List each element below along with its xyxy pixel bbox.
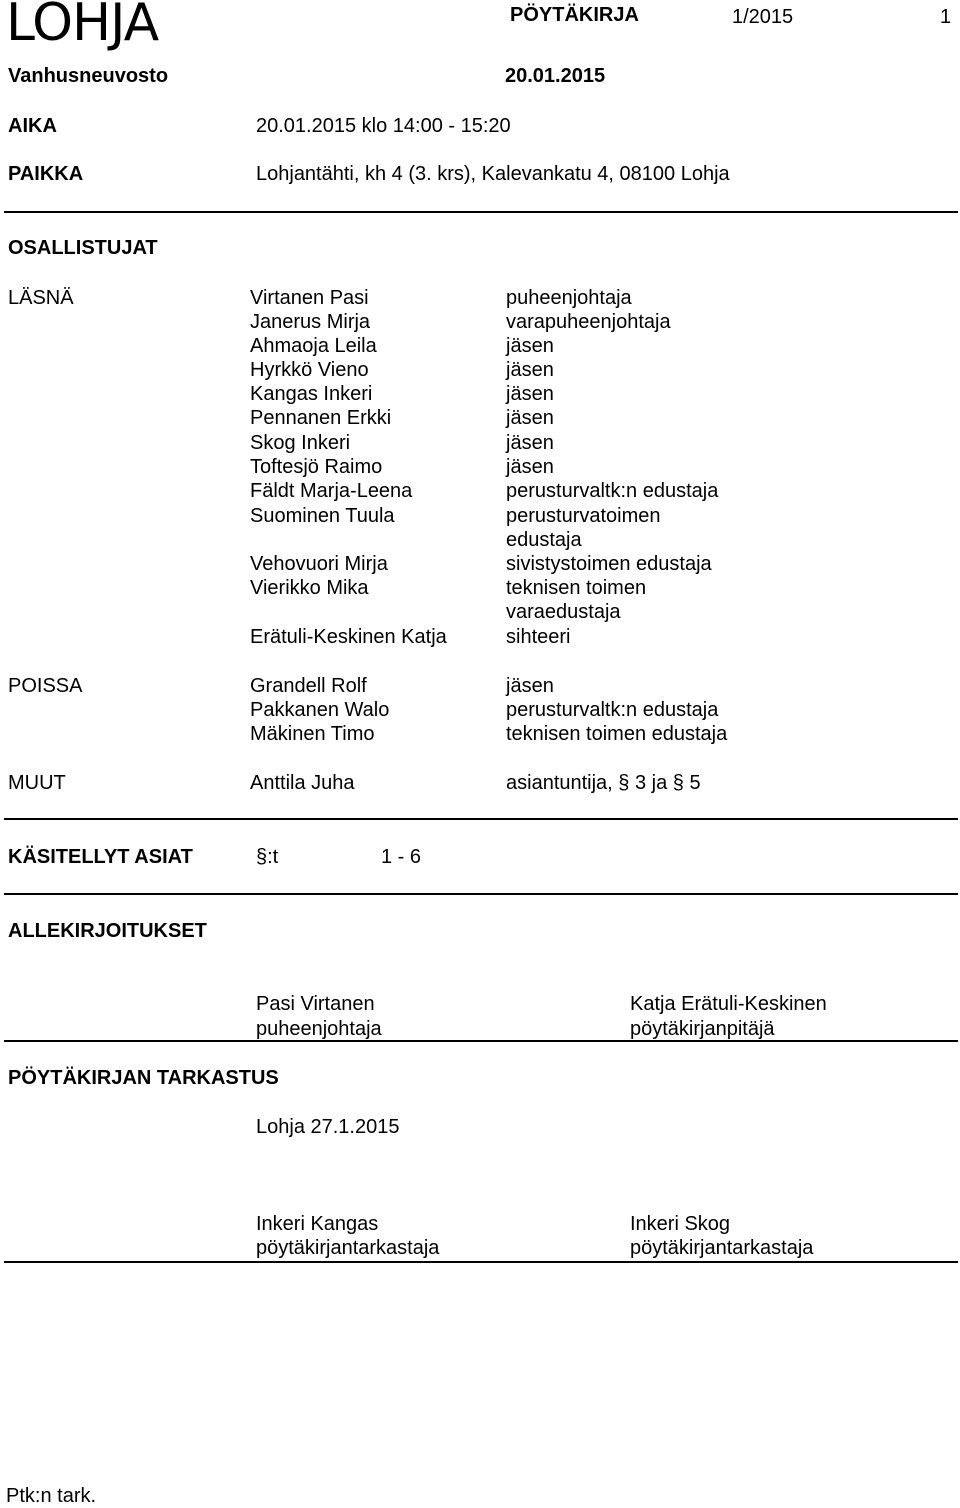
signer-name: Pasi Virtanen [256,993,375,1015]
signer-role: pöytäkirjanpitäjä [630,1018,775,1040]
meeting-date: 20.01.2015 [505,65,606,87]
participant-role: varapuheenjohtaja [506,311,671,333]
body-name: Vanhusneuvosto [8,65,169,87]
participant-name: Kangas Inkeri [250,383,373,405]
footer-note: Ptk:n tark. [6,1485,97,1507]
participant-name: Hyrkkö Vieno [250,359,369,381]
participant-role: sihteeri [506,626,571,648]
reviewer-name: Inkeri Skog [630,1213,731,1235]
participant-name: Grandell Rolf [250,675,367,697]
doc-number: 1/2015 [732,6,794,28]
reviewer-role: pöytäkirjantarkastaja [630,1237,814,1259]
participant-role: jäsen [506,432,554,454]
paikka-label: PAIKKA [8,163,84,185]
divider [4,1040,958,1042]
aika-value: 20.01.2015 klo 14:00 - 15:20 [256,115,511,137]
participant-role: teknisen toimen [506,577,647,599]
participant-name: Suominen Tuula [250,505,395,527]
doc-type: PÖYTÄKIRJA [510,4,639,26]
participant-role: jäsen [506,407,554,429]
signatures-label: ALLEKIRJOITUKSET [8,920,207,942]
participant-role: jäsen [506,335,554,357]
reviewer-role: pöytäkirjantarkastaja [256,1237,440,1259]
participant-name: Mäkinen Timo [250,723,375,745]
other-label: MUUT [8,772,66,794]
participant-role: puheenjohtaja [506,287,632,309]
participant-role: jäsen [506,456,554,478]
participant-name: Janerus Mirja [250,311,371,333]
lohja-logo: LOHJA [6,0,159,53]
participant-role: jäsen [506,675,554,697]
section-mark: §:t [256,846,279,868]
participant-name: Fäldt Marja-Leena [250,480,413,502]
divider [4,818,958,820]
handled-range: 1 - 6 [381,846,422,868]
page-number: 1 [940,6,952,28]
divider [4,211,958,213]
participant-name: Ahmaoja Leila [250,335,377,357]
participant-name: Skog Inkeri [250,432,351,454]
participant-name: Toftesjö Raimo [250,456,383,478]
participant-name: Vehovuori Mirja [250,553,388,575]
participant-name: Pakkanen Walo [250,699,390,721]
signer-name: Katja Erätuli-Keskinen [630,993,827,1015]
participant-name: Vierikko Mika [250,577,369,599]
participants-title: OSALLISTUJAT [8,237,158,259]
participant-role-continued: varaedustaja [506,601,621,623]
review-label: PÖYTÄKIRJAN TARKASTUS [8,1067,279,1089]
participant-role: jäsen [506,383,554,405]
participant-name: Virtanen Pasi [250,287,369,309]
participant-name: Pennanen Erkki [250,407,392,429]
participant-role: perusturvaltk:n edustaja [506,480,719,502]
participant-role: jäsen [506,359,554,381]
participant-name: Erätuli-Keskinen Katja [250,626,447,648]
participant-role: asiantuntija, § 3 ja § 5 [506,772,701,794]
absent-label: POISSA [8,675,83,697]
reviewer-name: Inkeri Kangas [256,1213,379,1235]
participant-role-continued: edustaja [506,529,582,551]
handled-label: KÄSITELLYT ASIAT [8,846,193,868]
present-label: LÄSNÄ [8,287,74,309]
participant-role: perusturvatoimen [506,505,661,527]
aika-label: AIKA [8,115,57,137]
signer-role: puheenjohtaja [256,1018,382,1040]
divider [4,1261,958,1263]
divider [4,893,958,895]
participant-name: Anttila Juha [250,772,355,794]
participant-role: teknisen toimen edustaja [506,723,728,745]
paikka-value: Lohjantähti, kh 4 (3. krs), Kalevankatu 4, 08100 Lohja [256,163,730,185]
participant-role: sivistystoimen edustaja [506,553,712,575]
participant-role: perusturvaltk:n edustaja [506,699,719,721]
review-place-date: Lohja 27.1.2015 [256,1116,400,1138]
